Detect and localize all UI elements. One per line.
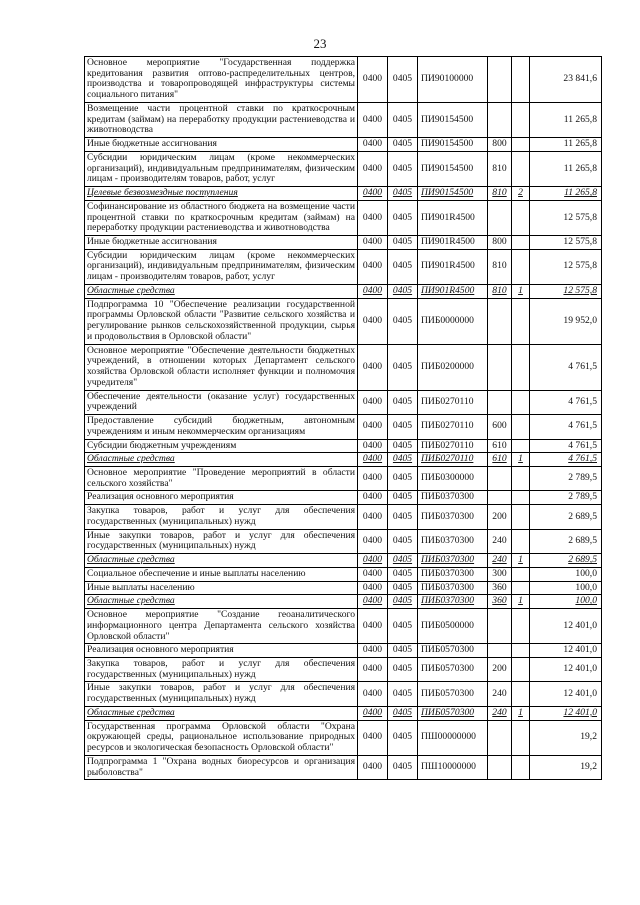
- row-amount: 23 841,6: [530, 57, 602, 103]
- row-expense-type: 240: [488, 529, 512, 553]
- row-subsection-code: 0405: [388, 609, 418, 644]
- table-row: [85, 567, 602, 581]
- row-expense-type: 200: [488, 657, 512, 681]
- row-subsection-code: 0405: [388, 102, 418, 137]
- row-name: Основное мероприятие "Обеспечение деятельности бюджетных учреждений, в отношении которых Департамент сельского хозяйства Орловской области исполняет функции и полномочия учредителя": [85, 344, 358, 390]
- row-funding-source: 1: [512, 706, 530, 720]
- row-subsection-code: 0405: [388, 200, 418, 235]
- row-section-code: 0400: [358, 102, 388, 137]
- table-row: [85, 151, 602, 186]
- row-subsection-code: 0405: [388, 466, 418, 490]
- row-section-code: 0400: [358, 505, 388, 529]
- row-amount: 12 575,8: [530, 236, 602, 250]
- row-expense-type: 610: [488, 453, 512, 467]
- row-expense-type: 200: [488, 505, 512, 529]
- row-funding-source: [512, 439, 530, 453]
- row-name: Закупка товаров, работ и услуг для обеспечения государственных (муниципальных) нужд: [85, 657, 358, 681]
- table-body: [85, 57, 602, 780]
- row-section-code: 0400: [358, 284, 388, 298]
- row-target-article: ПИБ0570300: [418, 682, 488, 706]
- row-amount: 2 689,5: [530, 529, 602, 553]
- row-target-article: ПИ901R4500: [418, 249, 488, 284]
- row-name: Целевые безвозмездные поступления: [85, 187, 358, 201]
- row-target-article: ПИБ0370300: [418, 491, 488, 505]
- row-subsection-code: 0405: [388, 491, 418, 505]
- row-section-code: 0400: [358, 682, 388, 706]
- row-section-code: 0400: [358, 706, 388, 720]
- row-name: Закупка товаров, работ и услуг для обеспечения государственных (муниципальных) нужд: [85, 505, 358, 529]
- row-subsection-code: 0405: [388, 554, 418, 568]
- row-subsection-code: 0405: [388, 57, 418, 103]
- row-funding-source: [512, 529, 530, 553]
- row-subsection-code: 0405: [388, 529, 418, 553]
- row-funding-source: [512, 298, 530, 344]
- table-row: [85, 236, 602, 250]
- row-target-article: ПИБ0570300: [418, 644, 488, 658]
- table-row: [85, 720, 602, 755]
- row-name: Субсидии юридическим лицам (кроме некоммерческих организаций), индивидуальным предпринимателям, физическим лицам - производителям товаров, работ, услуг: [85, 151, 358, 186]
- row-amount: 2 789,5: [530, 466, 602, 490]
- row-name: Областные средства: [85, 453, 358, 467]
- row-amount: 12 575,8: [530, 284, 602, 298]
- row-target-article: ПИБ0200000: [418, 344, 488, 390]
- row-target-article: ПИ90100000: [418, 57, 488, 103]
- row-subsection-code: 0405: [388, 567, 418, 581]
- table-row: [85, 491, 602, 505]
- row-name: Реализация основного мероприятия: [85, 491, 358, 505]
- row-funding-source: [512, 249, 530, 284]
- row-target-article: ПИБ0370300: [418, 595, 488, 609]
- row-section-code: 0400: [358, 567, 388, 581]
- row-expense-type: 360: [488, 595, 512, 609]
- row-funding-source: [512, 236, 530, 250]
- row-name: Иные закупки товаров, работ и услуг для обеспечения государственных (муниципальных) нужд: [85, 682, 358, 706]
- row-expense-type: [488, 298, 512, 344]
- row-amount: 100,0: [530, 567, 602, 581]
- row-section-code: 0400: [358, 200, 388, 235]
- row-section-code: 0400: [358, 595, 388, 609]
- row-amount: 19 952,0: [530, 298, 602, 344]
- row-subsection-code: 0405: [388, 595, 418, 609]
- row-name: Софинансирование из областного бюджета на возмещение части процентной ставки по краткосрочным кредитам (займам) на переработку продукции растениеводства и животноводства: [85, 200, 358, 235]
- row-amount: 12 401,0: [530, 682, 602, 706]
- table-row: [85, 249, 602, 284]
- row-name: Возмещение части процентной ставки по краткосрочным кредитам (займам) на переработку продукции растениеводства и животноводства: [85, 102, 358, 137]
- row-subsection-code: 0405: [388, 249, 418, 284]
- row-funding-source: [512, 390, 530, 414]
- row-section-code: 0400: [358, 249, 388, 284]
- row-funding-source: [512, 755, 530, 779]
- row-expense-type: 600: [488, 415, 512, 439]
- row-subsection-code: 0405: [388, 644, 418, 658]
- row-target-article: ПИ90154500: [418, 138, 488, 152]
- row-section-code: 0400: [358, 581, 388, 595]
- row-funding-source: 1: [512, 595, 530, 609]
- row-amount: 12 575,8: [530, 249, 602, 284]
- table-row: [85, 453, 602, 467]
- row-target-article: ПИБ0370300: [418, 529, 488, 553]
- row-subsection-code: 0405: [388, 720, 418, 755]
- row-funding-source: [512, 609, 530, 644]
- row-expense-type: [488, 720, 512, 755]
- row-target-article: ПИБ0270110: [418, 390, 488, 414]
- row-expense-type: 810: [488, 284, 512, 298]
- row-subsection-code: 0405: [388, 505, 418, 529]
- row-target-article: ПИБ0500000: [418, 609, 488, 644]
- row-amount: 100,0: [530, 595, 602, 609]
- table-row: [85, 609, 602, 644]
- row-funding-source: [512, 720, 530, 755]
- row-section-code: 0400: [358, 344, 388, 390]
- row-name: Подпрограмма 10 "Обеспечение реализации государственной программы Орловской области "Развитие сельского хозяйства и регулирование рынков сельскохозяйственной продукции, сырья и продовольствия в Орловской области": [85, 298, 358, 344]
- row-funding-source: 1: [512, 453, 530, 467]
- row-subsection-code: 0405: [388, 390, 418, 414]
- row-expense-type: [488, 102, 512, 137]
- row-expense-type: [488, 57, 512, 103]
- row-target-article: ПИБ0370300: [418, 567, 488, 581]
- row-funding-source: [512, 682, 530, 706]
- row-name: Областные средства: [85, 595, 358, 609]
- row-section-code: 0400: [358, 390, 388, 414]
- row-amount: 4 761,5: [530, 344, 602, 390]
- row-funding-source: [512, 505, 530, 529]
- row-name: Социальное обеспечение и иные выплаты населению: [85, 567, 358, 581]
- row-amount: 2 689,5: [530, 554, 602, 568]
- table-row: [85, 706, 602, 720]
- row-section-code: 0400: [358, 236, 388, 250]
- row-funding-source: [512, 644, 530, 658]
- table-row: [85, 415, 602, 439]
- row-name: Субсидии юридическим лицам (кроме некоммерческих организаций), индивидуальным предпринимателям, физическим лицам - производителям товаров, работ, услуг: [85, 249, 358, 284]
- table-row: [85, 138, 602, 152]
- table-row: [85, 284, 602, 298]
- row-name: Областные средства: [85, 706, 358, 720]
- row-amount: 4 761,5: [530, 439, 602, 453]
- row-target-article: ПШ00000000: [418, 720, 488, 755]
- table-row: [85, 682, 602, 706]
- row-amount: 12 401,0: [530, 706, 602, 720]
- row-expense-type: 810: [488, 151, 512, 186]
- row-subsection-code: 0405: [388, 682, 418, 706]
- row-name: Основное мероприятие "Создание геоаналитического информационного центра Департамента сельского хозяйства Орловской области": [85, 609, 358, 644]
- row-target-article: ПИ90154500: [418, 187, 488, 201]
- row-subsection-code: 0405: [388, 581, 418, 595]
- row-section-code: 0400: [358, 187, 388, 201]
- row-target-article: ПИБ0370300: [418, 505, 488, 529]
- row-funding-source: [512, 102, 530, 137]
- row-target-article: ПИ90154500: [418, 102, 488, 137]
- row-funding-source: [512, 581, 530, 595]
- row-amount: 12 401,0: [530, 644, 602, 658]
- row-section-code: 0400: [358, 57, 388, 103]
- table-row: [85, 554, 602, 568]
- row-subsection-code: 0405: [388, 453, 418, 467]
- row-amount: 4 761,5: [530, 415, 602, 439]
- table-row: [85, 439, 602, 453]
- row-target-article: ПШ10000000: [418, 755, 488, 779]
- row-amount: 12 401,0: [530, 609, 602, 644]
- row-section-code: 0400: [358, 657, 388, 681]
- row-name: Основное мероприятие "Государственная поддержка кредитования развития оптово-распределительных центров, производства и товаропроводящей инфраструктуры системы социального питания": [85, 57, 358, 103]
- row-section-code: 0400: [358, 298, 388, 344]
- row-amount: 2 789,5: [530, 491, 602, 505]
- table-row: [85, 298, 602, 344]
- row-funding-source: [512, 151, 530, 186]
- row-expense-type: 610: [488, 439, 512, 453]
- table-row: [85, 529, 602, 553]
- row-subsection-code: 0405: [388, 138, 418, 152]
- row-section-code: 0400: [358, 453, 388, 467]
- table-row: [85, 595, 602, 609]
- row-expense-type: 810: [488, 249, 512, 284]
- table-row: [85, 390, 602, 414]
- table-row: [85, 187, 602, 201]
- row-expense-type: 800: [488, 236, 512, 250]
- row-funding-source: 1: [512, 554, 530, 568]
- row-expense-type: 240: [488, 554, 512, 568]
- row-amount: 12 575,8: [530, 200, 602, 235]
- row-amount: 2 689,5: [530, 505, 602, 529]
- table-row: [85, 644, 602, 658]
- row-funding-source: [512, 344, 530, 390]
- row-amount: 4 761,5: [530, 390, 602, 414]
- table-row: [85, 581, 602, 595]
- row-expense-type: 800: [488, 138, 512, 152]
- row-section-code: 0400: [358, 554, 388, 568]
- row-target-article: ПИ901R4500: [418, 200, 488, 235]
- row-expense-type: 300: [488, 567, 512, 581]
- row-target-article: ПИБ0270110: [418, 415, 488, 439]
- row-name: Иные бюджетные ассигнования: [85, 236, 358, 250]
- row-subsection-code: 0405: [388, 706, 418, 720]
- row-amount: 12 401,0: [530, 657, 602, 681]
- page-number: 23: [313, 36, 327, 51]
- row-target-article: ПИБ0570300: [418, 706, 488, 720]
- row-name: Основное мероприятие "Проведение мероприятий в области сельского хозяйства": [85, 466, 358, 490]
- row-name: Областные средства: [85, 554, 358, 568]
- row-section-code: 0400: [358, 609, 388, 644]
- row-subsection-code: 0405: [388, 755, 418, 779]
- table-row: [85, 57, 602, 103]
- row-amount: 100,0: [530, 581, 602, 595]
- row-target-article: ПИБ0570300: [418, 657, 488, 681]
- table-row: [85, 466, 602, 490]
- row-section-code: 0400: [358, 491, 388, 505]
- table-row: [85, 505, 602, 529]
- row-name: Государственная программа Орловской области "Охрана окружающей среды, рациональное использование природных ресурсов и экологическая безопасность Орловской области": [85, 720, 358, 755]
- row-expense-type: 810: [488, 187, 512, 201]
- row-name: Реализация основного мероприятия: [85, 644, 358, 658]
- row-amount: 11 265,8: [530, 102, 602, 137]
- row-subsection-code: 0405: [388, 187, 418, 201]
- row-target-article: ПИ901R4500: [418, 236, 488, 250]
- row-subsection-code: 0405: [388, 298, 418, 344]
- row-section-code: 0400: [358, 415, 388, 439]
- table-row: [85, 200, 602, 235]
- row-funding-source: [512, 567, 530, 581]
- row-name: Подпрограмма 1 "Охрана водных биоресурсов и организация рыболовства": [85, 755, 358, 779]
- row-name: Иные закупки товаров, работ и услуг для обеспечения государственных (муниципальных) нужд: [85, 529, 358, 553]
- row-target-article: ПИБ0370300: [418, 554, 488, 568]
- row-section-code: 0400: [358, 720, 388, 755]
- row-funding-source: 2: [512, 187, 530, 201]
- row-funding-source: [512, 57, 530, 103]
- row-subsection-code: 0405: [388, 344, 418, 390]
- row-target-article: ПИБ0370300: [418, 581, 488, 595]
- row-funding-source: [512, 415, 530, 439]
- row-amount: 4 761,5: [530, 453, 602, 467]
- row-expense-type: 360: [488, 581, 512, 595]
- row-name: Иные бюджетные ассигнования: [85, 138, 358, 152]
- row-expense-type: [488, 644, 512, 658]
- row-expense-type: [488, 609, 512, 644]
- row-subsection-code: 0405: [388, 151, 418, 186]
- row-expense-type: [488, 491, 512, 505]
- row-expense-type: 240: [488, 706, 512, 720]
- row-target-article: ПИ901R4500: [418, 284, 488, 298]
- row-section-code: 0400: [358, 138, 388, 152]
- row-section-code: 0400: [358, 466, 388, 490]
- table-row: [85, 344, 602, 390]
- row-funding-source: [512, 200, 530, 235]
- row-section-code: 0400: [358, 755, 388, 779]
- row-subsection-code: 0405: [388, 439, 418, 453]
- row-section-code: 0400: [358, 529, 388, 553]
- row-expense-type: [488, 755, 512, 779]
- row-section-code: 0400: [358, 439, 388, 453]
- table-row: [85, 657, 602, 681]
- row-name: Обеспечение деятельности (оказание услуг) государственных учреждений: [85, 390, 358, 414]
- row-subsection-code: 0405: [388, 284, 418, 298]
- row-amount: 11 265,8: [530, 187, 602, 201]
- row-funding-source: [512, 466, 530, 490]
- row-expense-type: 240: [488, 682, 512, 706]
- row-funding-source: 1: [512, 284, 530, 298]
- row-section-code: 0400: [358, 644, 388, 658]
- row-expense-type: [488, 200, 512, 235]
- row-expense-type: [488, 390, 512, 414]
- row-target-article: ПИБ0000000: [418, 298, 488, 344]
- row-subsection-code: 0405: [388, 657, 418, 681]
- row-name: Субсидии бюджетным учреждениям: [85, 439, 358, 453]
- row-amount: 19,2: [530, 720, 602, 755]
- row-amount: 19,2: [530, 755, 602, 779]
- row-funding-source: [512, 138, 530, 152]
- table-row: [85, 102, 602, 137]
- row-funding-source: [512, 657, 530, 681]
- row-expense-type: [488, 344, 512, 390]
- row-section-code: 0400: [358, 151, 388, 186]
- table-row: [85, 755, 602, 779]
- row-amount: 11 265,8: [530, 138, 602, 152]
- row-amount: 11 265,8: [530, 151, 602, 186]
- row-subsection-code: 0405: [388, 236, 418, 250]
- row-target-article: ПИ90154500: [418, 151, 488, 186]
- row-name: Предоставление субсидий бюджетным, автономным учреждениям и иным некоммерческим организациям: [85, 415, 358, 439]
- row-target-article: ПИБ0300000: [418, 466, 488, 490]
- row-funding-source: [512, 491, 530, 505]
- row-name: Областные средства: [85, 284, 358, 298]
- budget-table: [84, 56, 602, 780]
- row-name: Иные выплаты населению: [85, 581, 358, 595]
- row-target-article: ПИБ0270110: [418, 439, 488, 453]
- row-target-article: ПИБ0270110: [418, 453, 488, 467]
- row-expense-type: [488, 466, 512, 490]
- row-subsection-code: 0405: [388, 415, 418, 439]
